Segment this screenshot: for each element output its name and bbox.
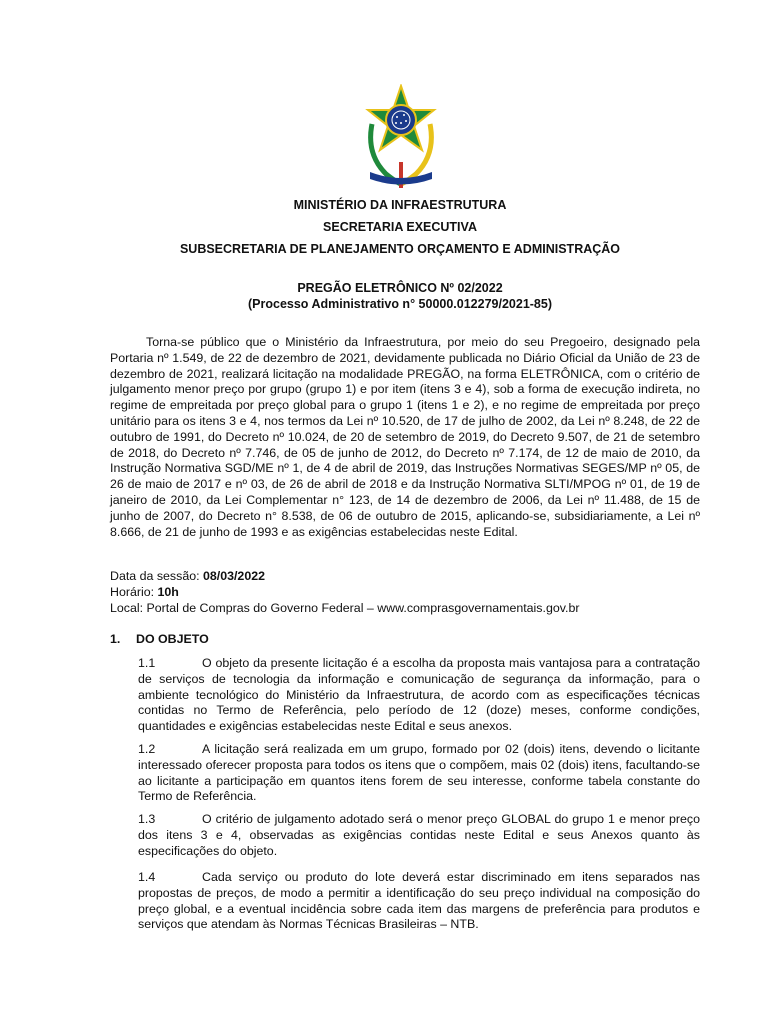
session-info — [110, 569, 579, 616]
item-number: 1.1 — [138, 656, 156, 670]
session-time: Horário: 10h — [110, 584, 179, 599]
item-number: 1.3 — [138, 812, 156, 826]
session-local: Local: Portal de Compras do Governo Federal – www.comprasgovernamentais.gov.br — [110, 600, 580, 615]
list-item — [138, 812, 700, 859]
intro-paragraph: Torna-se público que o Ministério da Infraestrutura, por meio do seu Pregoeiro, designado pela Portaria nº 1.549, de 22 de dezembro de 2021, devidamente publicada no Diário Oficial da União de 23 de dezembro de 2021, realizará licitação na modalidade PREGÃO, na forma ELETRÔNICA, com o critério de julgamento menor preço por grupo (grupo 1) e por item (itens 3 e 4), sob a forma de execução indireta, no regime de empreitada por preço global para o grupo 1 (itens 1 e 2), e no regime de empreitada por preço unitário para os itens 3 e 4, nos termos da Lei nº 10.520, de 17 de julho de 2002, da Lei nº 8.248, de 22 de outubro de 1991, do Decreto nº 10.024, de 20 de setembro de 2019, do Decreto 9.507, de 21 de setembro de 2018, do Decreto nº 7.746, de 05 de junho de 2012, do Decreto nº 7.174, de 12 de maio de 2010, da Instrução Normativa SGD/ME nº 1, de 4 de abril de 2019, das Instruções Normativas SEGES/MP nº 05, de 26 de maio de 2017 e nº 03, de 26 de abril de 2018 e da Instrução Normativa SLTI/MPOG nº 01, de 19 de janeiro de 2010, da Lei Complementar n° 123, de 14 de dezembro de 2006, da Lei nº 11.488, de 15 de junho de 2007, do Decreto n° 8.538, de 06 de outubro de 2015, aplicando-se, subsidiariamente, a Lei nº 8.666, de 21 de junho de 1993 e as exigências estabelecidas neste Edital. — [110, 335, 700, 539]
session-date: Data da sessão: 08/03/2022 — [110, 569, 265, 583]
item-number: 1.2 — [138, 742, 156, 756]
list-item — [138, 870, 700, 933]
pregao-heading — [100, 280, 700, 312]
item-text: Cada serviço ou produto do lote deverá estar discriminado em itens separados nas propostas de preços, de modo a permitir a identificação do seu preço individual na composição do preço global, e a eventual incidência sobre cada item das margens de preferência para produtos e serviços que atendam às Normas Técnicas Brasileiras – NTB. — [138, 870, 700, 932]
section-number: 1. — [110, 632, 121, 646]
section-heading: DO OBJETO — [136, 632, 209, 646]
pregao-title: PREGÃO ELETRÔNICO Nº 02/2022 — [297, 281, 503, 295]
header — [100, 194, 700, 260]
item-number: 1.4 — [138, 870, 156, 884]
ministry-title: MINISTÉRIO DA INFRAESTRUTURA — [293, 198, 507, 212]
section-title — [110, 632, 209, 646]
list-item — [138, 742, 700, 805]
secretariat-title: SECRETARIA EXECUTIVA — [323, 220, 477, 234]
list-item — [138, 656, 700, 735]
item-text: A licitação será realizada em um grupo, formado por 02 (dois) itens, devendo o licitante interessado oferecer proposta para todos os itens que o compõem, mais 02 (dois) itens, facultando-se ao licitante a participação em quantos itens forem de seu interesse, conforme tabela constante do Termo de Referência. — [138, 742, 700, 804]
subsecretariat-title: SUBSECRETARIA DE PLANEJAMENTO ORÇAMENTO E ADMINISTRAÇÃO — [179, 242, 621, 256]
coat-of-arms-icon — [362, 84, 440, 190]
item-text: O critério de julgamento adotado será o menor preço GLOBAL do grupo 1 e menor preço dos itens 3 e 4, observadas as exigências contidas neste Edital e seus Anexos quanto às especificações do objeto. — [138, 812, 700, 858]
process-number: (Processo Administrativo n° 50000.012279/2021-85) — [248, 297, 552, 311]
item-text: O objeto da presente licitação é a escolha da proposta mais vantajosa para a contratação de serviços de tecnologia da informação e comunicação de segurança da informação, para o ambiente tecnológico do Ministério da Infraestrutura, de acordo com as especificações técnicas contidas no Termo de Referência, pelo período de 12 (doze) meses, conforme condições, quantidades e exigências estabelecidas neste Edital e seus anexos. — [138, 656, 700, 734]
